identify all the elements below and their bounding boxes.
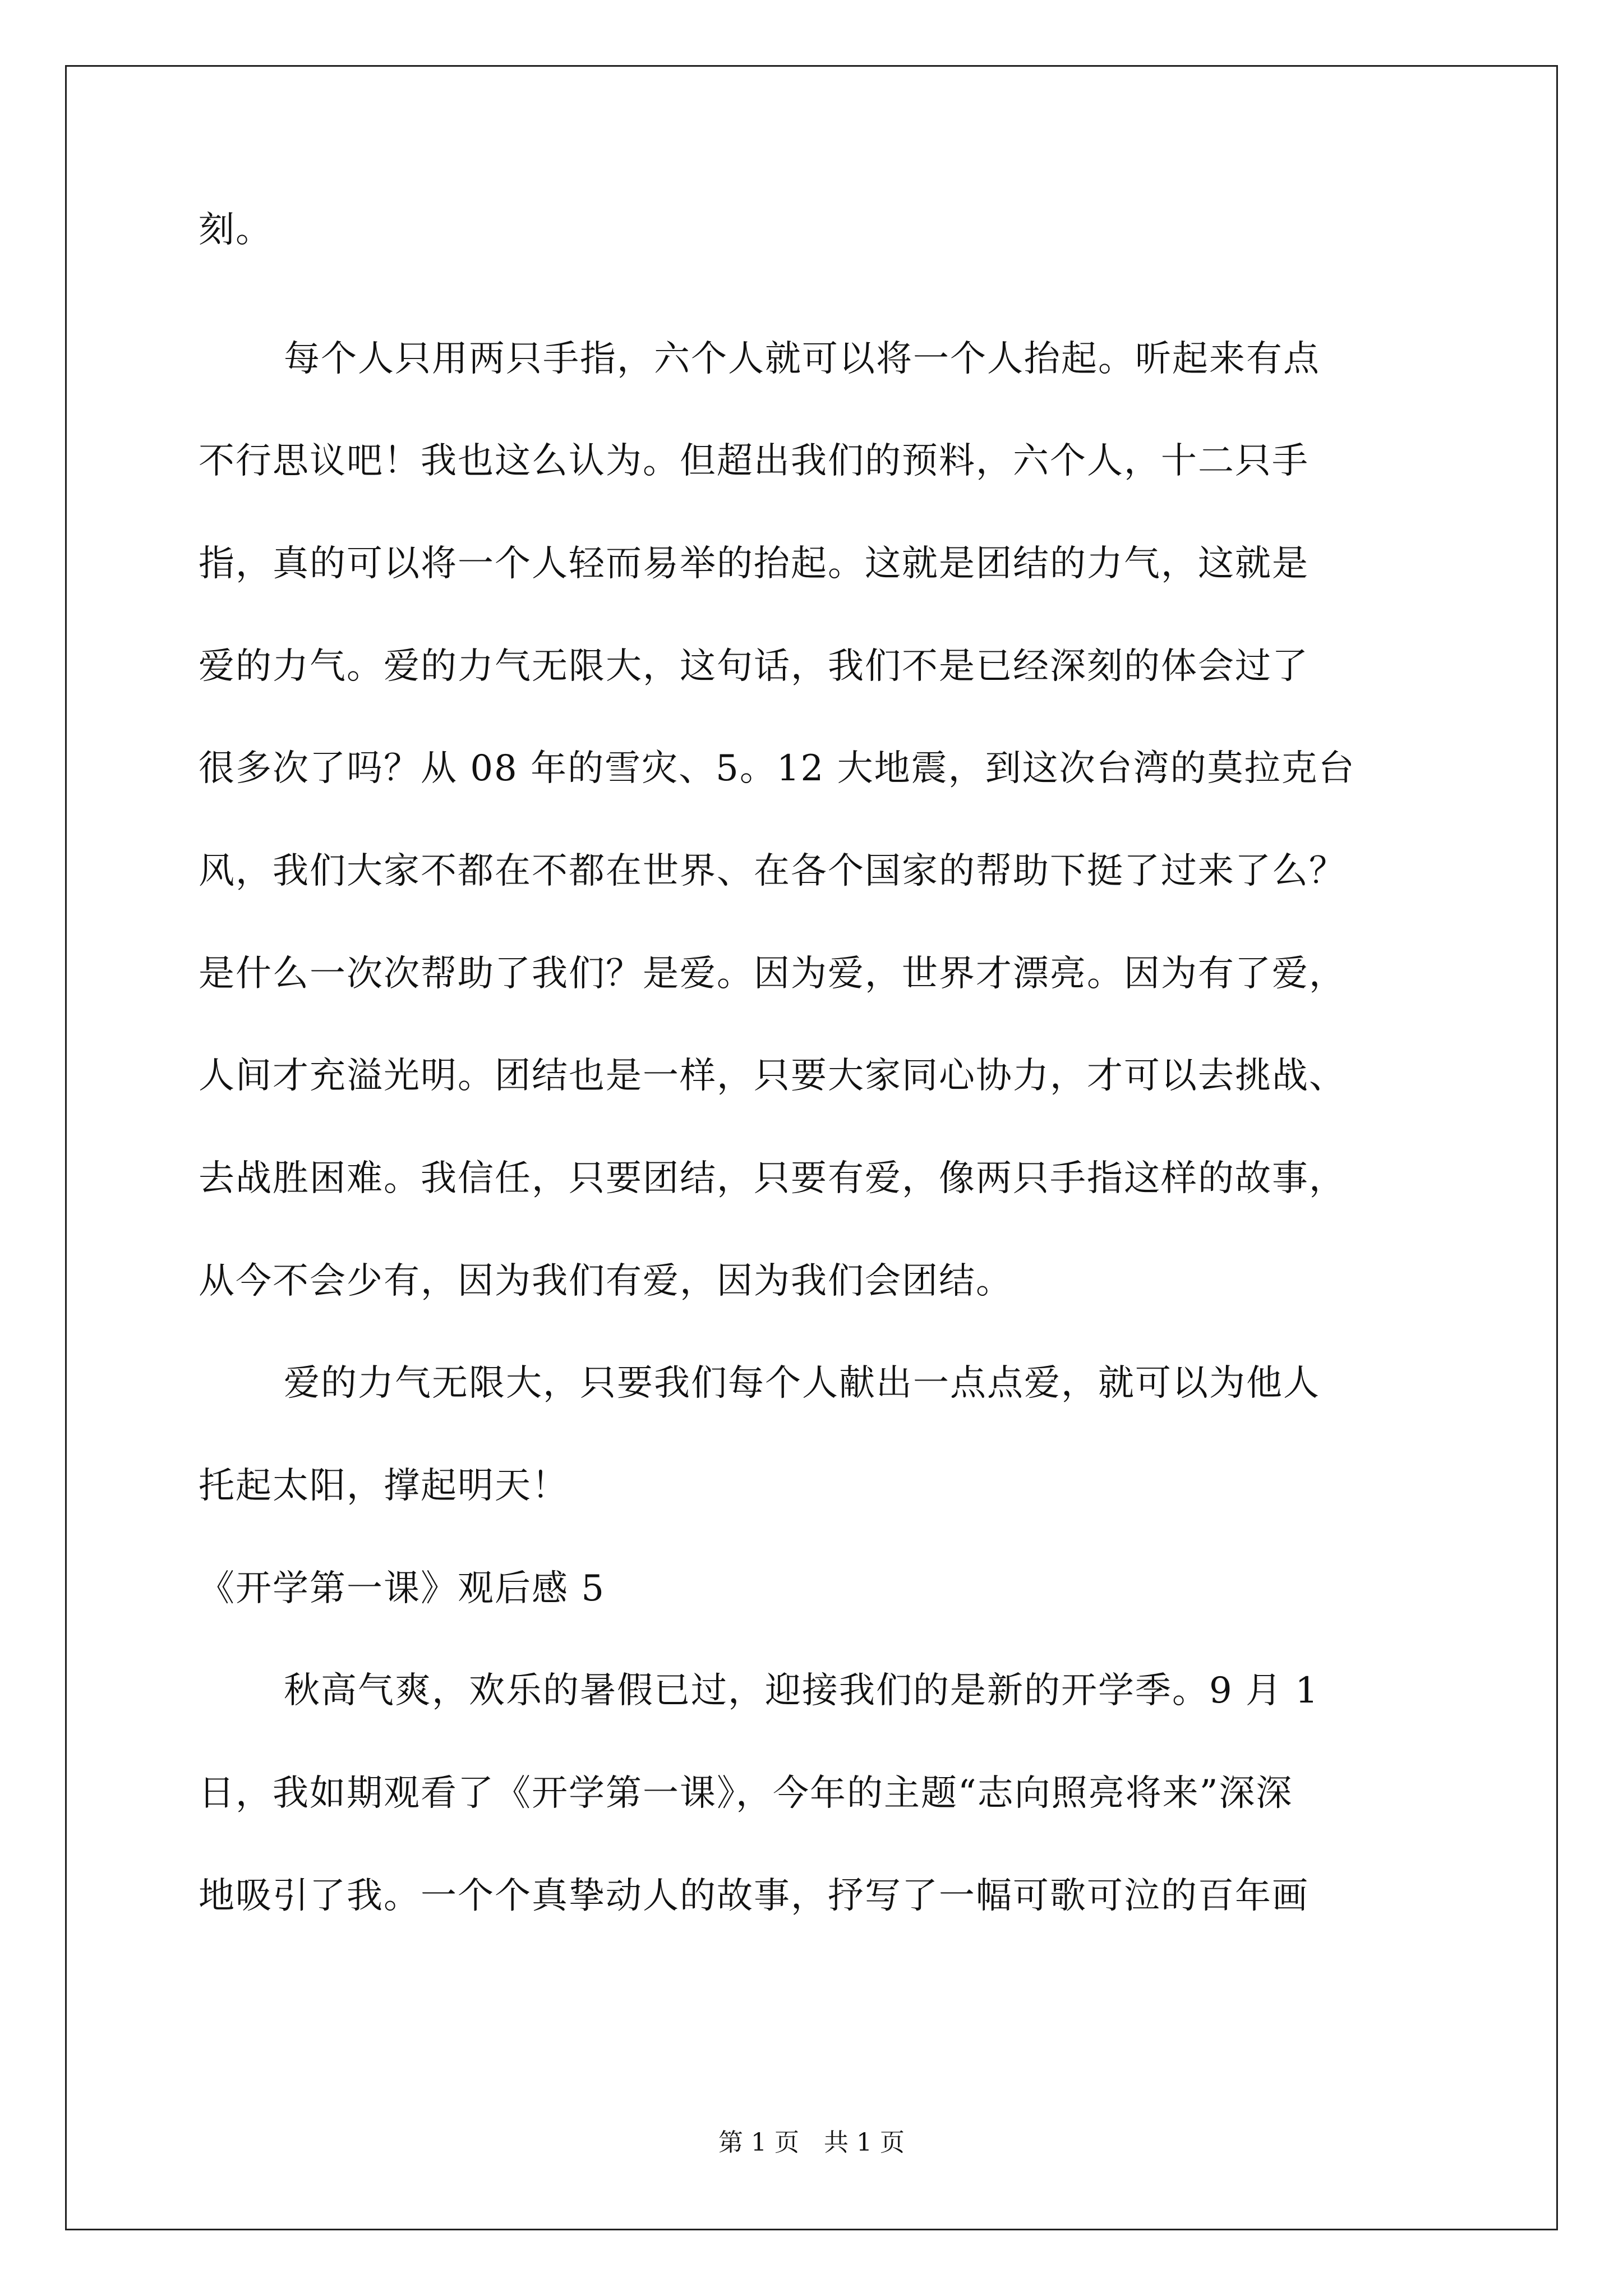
text-line: 人间才充溢光明。团结也是一样，只要大家同心协力，才可以去挑战、	[199, 1055, 1346, 1097]
text-line: 很多次了吗？从 08 年的雪灾、5。12 大地震，到这次台湾的莫拉克台	[199, 748, 1355, 789]
paragraph-start-line: 每个人只用两只手指，六个人就可以将一个人抬起。听起来有点	[284, 338, 1320, 380]
text-line: 是什么一次次帮助了我们？是爱。因为爱，世界才漂亮。因为有了爱，	[199, 953, 1346, 995]
text-line: 不行思议吧！我也这么认为。但超出我们的预料，六个人，十二只手	[199, 440, 1309, 482]
text-line: 从今不会少有，因为我们有爱，因为我们会团结。	[199, 1260, 1013, 1302]
text-line: 指，真的可以将一个人轻而易举的抬起。这就是团结的力气，这就是	[199, 543, 1309, 585]
text-line: 刻。	[199, 209, 273, 251]
paragraph-start-line: 爱的力气无限大，只要我们每个人献出一点点爱，就可以为他人	[284, 1363, 1320, 1404]
paragraph-start-line: 秋高气爽，欢乐的暑假已过，迎接我们的是新的开学季。9 月 1	[284, 1670, 1320, 1711]
text-line: 爱的力气。爱的力气无限大，这句话，我们不是已经深刻的体会过了	[199, 646, 1309, 687]
text-line: 去战胜困难。我信任，只要团结，只要有爱，像两只手指这样的故事，	[199, 1158, 1346, 1199]
text-line: 风，我们大家不都在不都在世界、在各个国家的帮助下挺了过来了么？	[199, 850, 1346, 892]
text-line: 托起太阳，撑起明天！	[199, 1465, 569, 1507]
section-heading: 《开学第一课》观后感 5	[199, 1568, 606, 1609]
page-footer: 第 1 页 共 1 页	[718, 2128, 905, 2157]
text-line: 日，我如期观看了《开学第一课》，今年的主题“志向照亮将来”深深	[199, 1773, 1293, 1814]
text-line: 地吸引了我。一个个真挚动人的故事，抒写了一幅可歌可泣的百年画	[199, 1875, 1309, 1917]
